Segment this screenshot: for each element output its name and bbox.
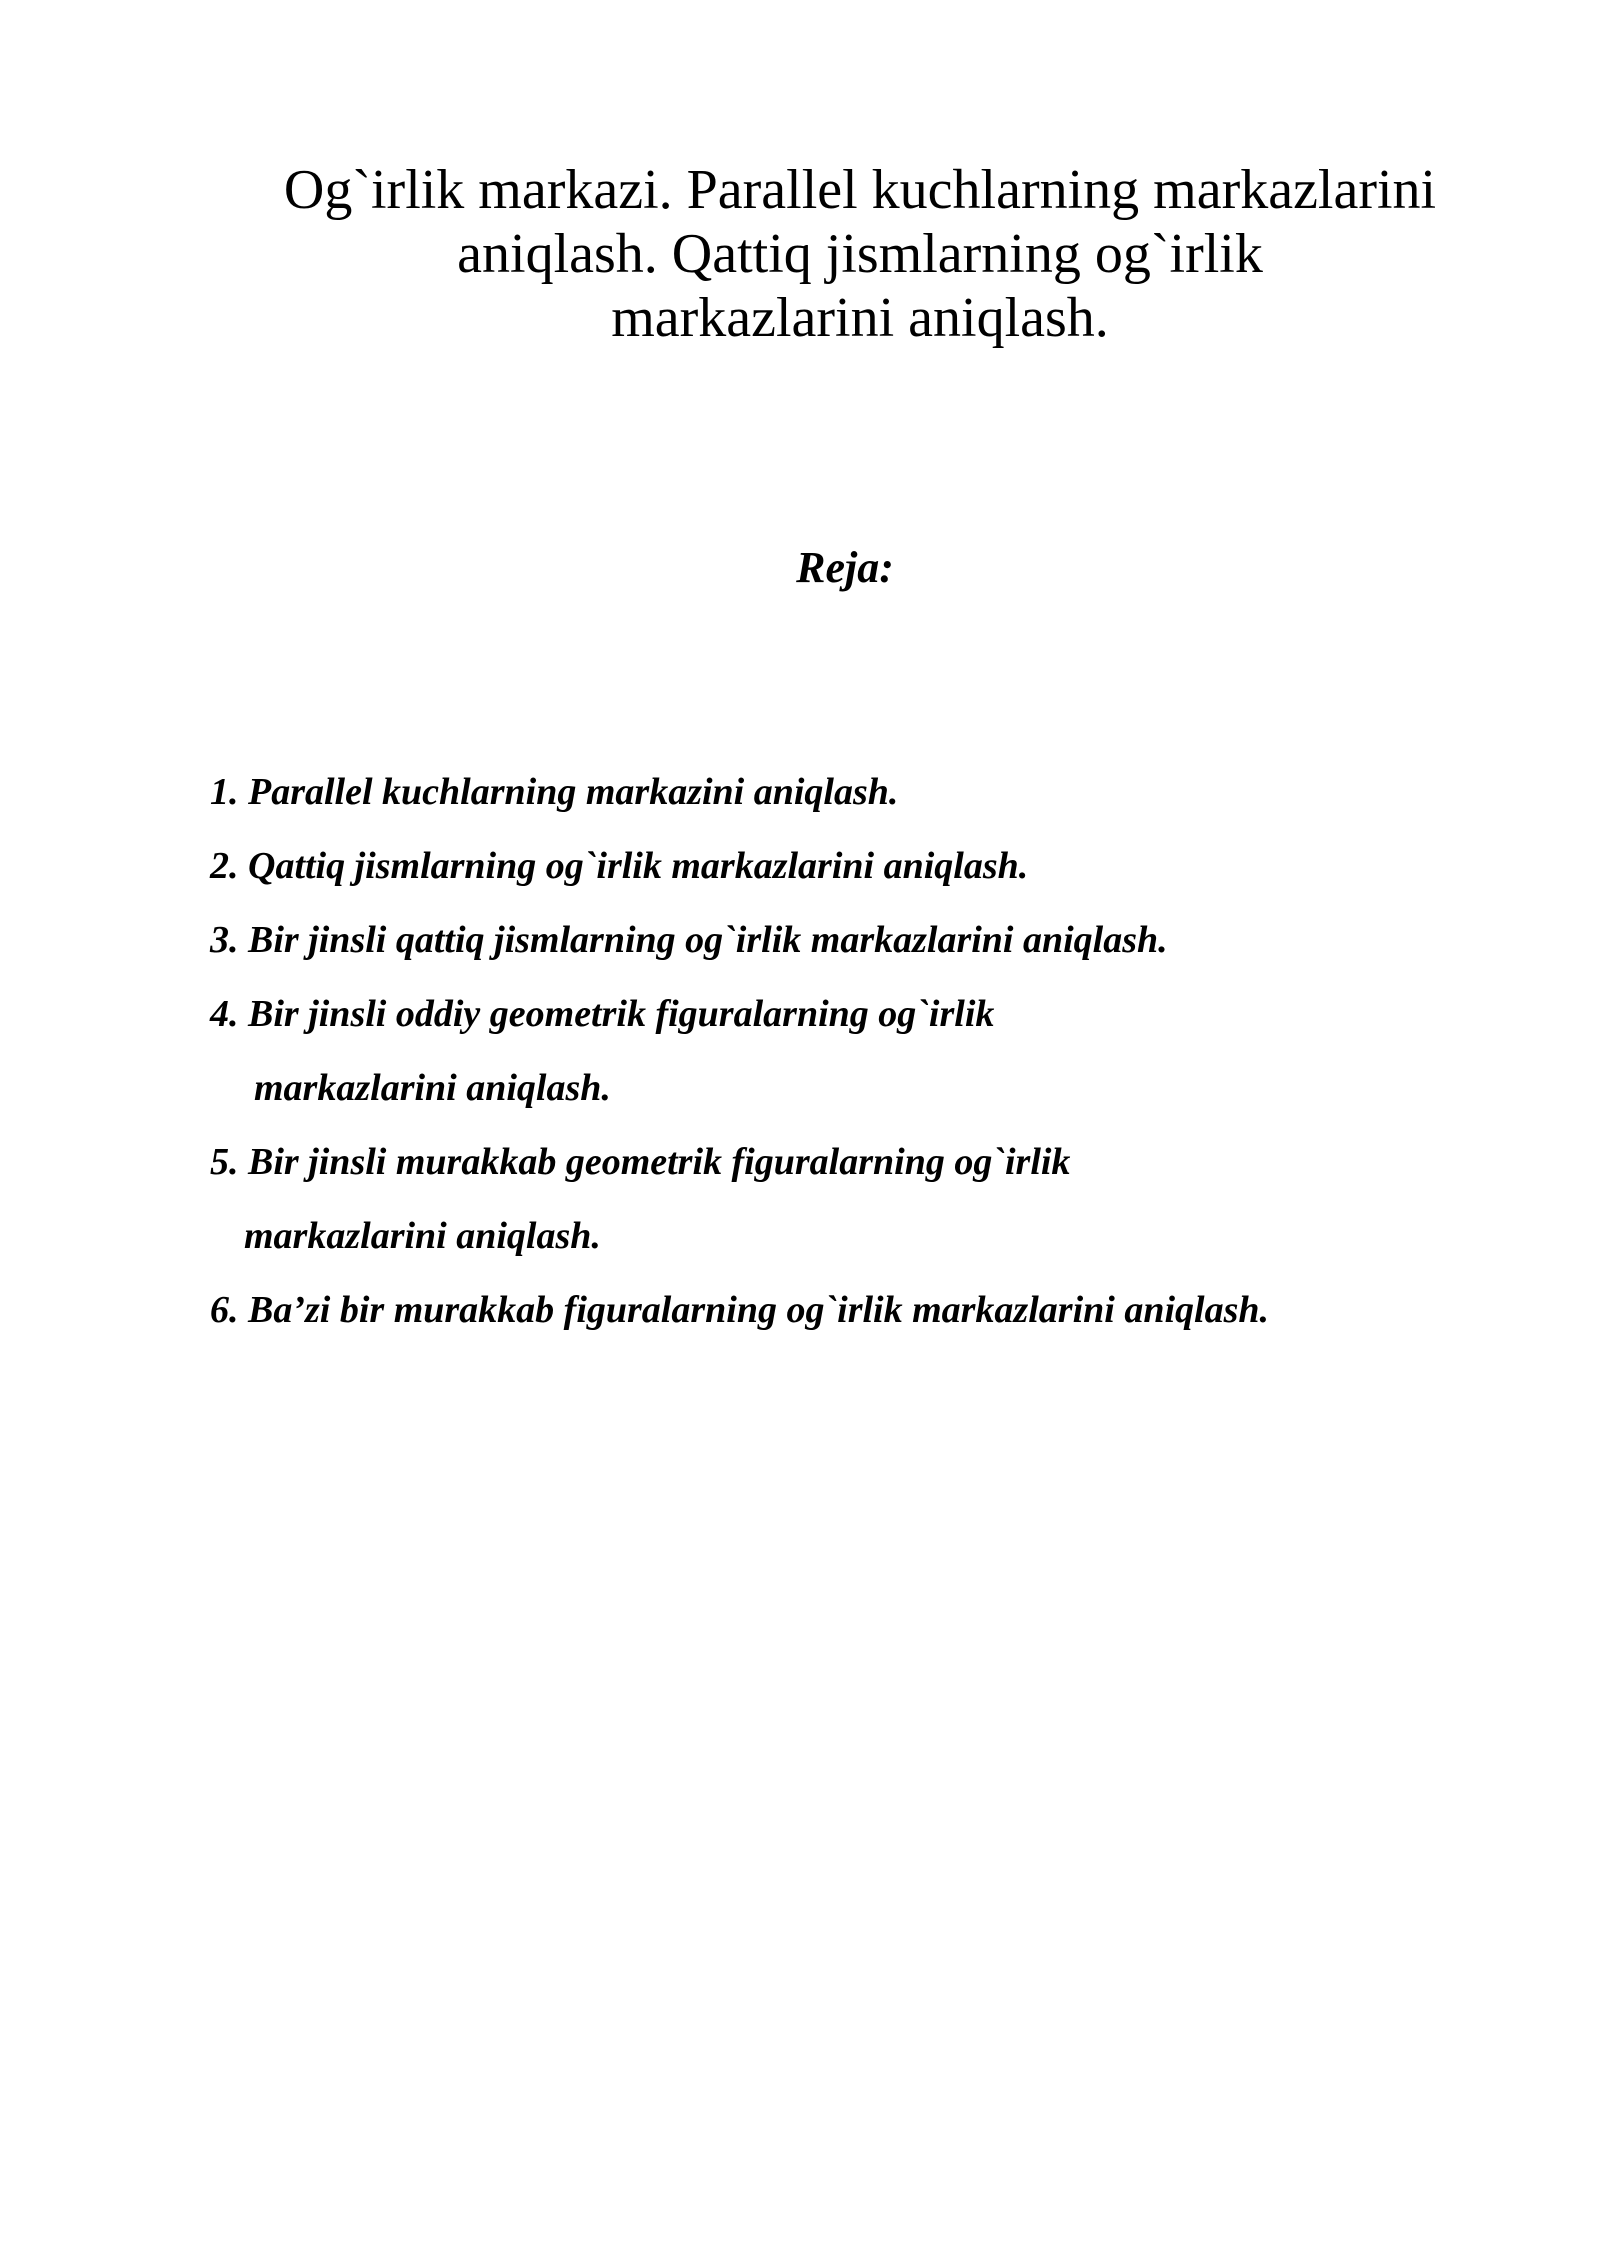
plan-item-continuation: markazlarini aniqlash.: [254, 1067, 611, 1109]
plan-item-5: [210, 1125, 1530, 1273]
plan-item-text: 3. Bir jinsli qattiq jismlarning og`irlik markazlarini aniqlash.: [210, 919, 1168, 961]
title-line: markazlarini aniqlash.: [611, 287, 1109, 349]
plan-item-text: 6. Ba’zi bir murakkab figuralarning og`irlik markazlarini aniqlash.: [210, 1289, 1269, 1331]
plan-item-6: [210, 1273, 1530, 1347]
document-title: [200, 158, 1520, 350]
plan-item-2: [210, 829, 1530, 903]
title-line: aniqlash. Qattiq jismlarning og`irlik: [457, 223, 1263, 285]
plan-item-4: [210, 977, 1530, 1125]
plan-item-1: [210, 755, 1530, 829]
plan-list: [210, 755, 1530, 1347]
plan-item-3: [210, 903, 1530, 977]
title-line: Og`irlik markazi. Parallel kuchlarning markazlarini: [283, 159, 1437, 221]
plan-item-text: 1. Parallel kuchlarning markazini aniqlash.: [210, 771, 899, 813]
plan-item-text: 2. Qattiq jismlarning og`irlik markazlarini aniqlash.: [210, 845, 1029, 887]
plan-item-continuation: markazlarini aniqlash.: [244, 1215, 601, 1257]
plan-item-text: 5. Bir jinsli murakkab geometrik figuralarning og`irlik: [210, 1141, 1071, 1183]
plan-item-text: 4. Bir jinsli oddiy geometrik figuralarning og`irlik: [210, 993, 995, 1035]
plan-heading: Reja:: [796, 543, 894, 592]
